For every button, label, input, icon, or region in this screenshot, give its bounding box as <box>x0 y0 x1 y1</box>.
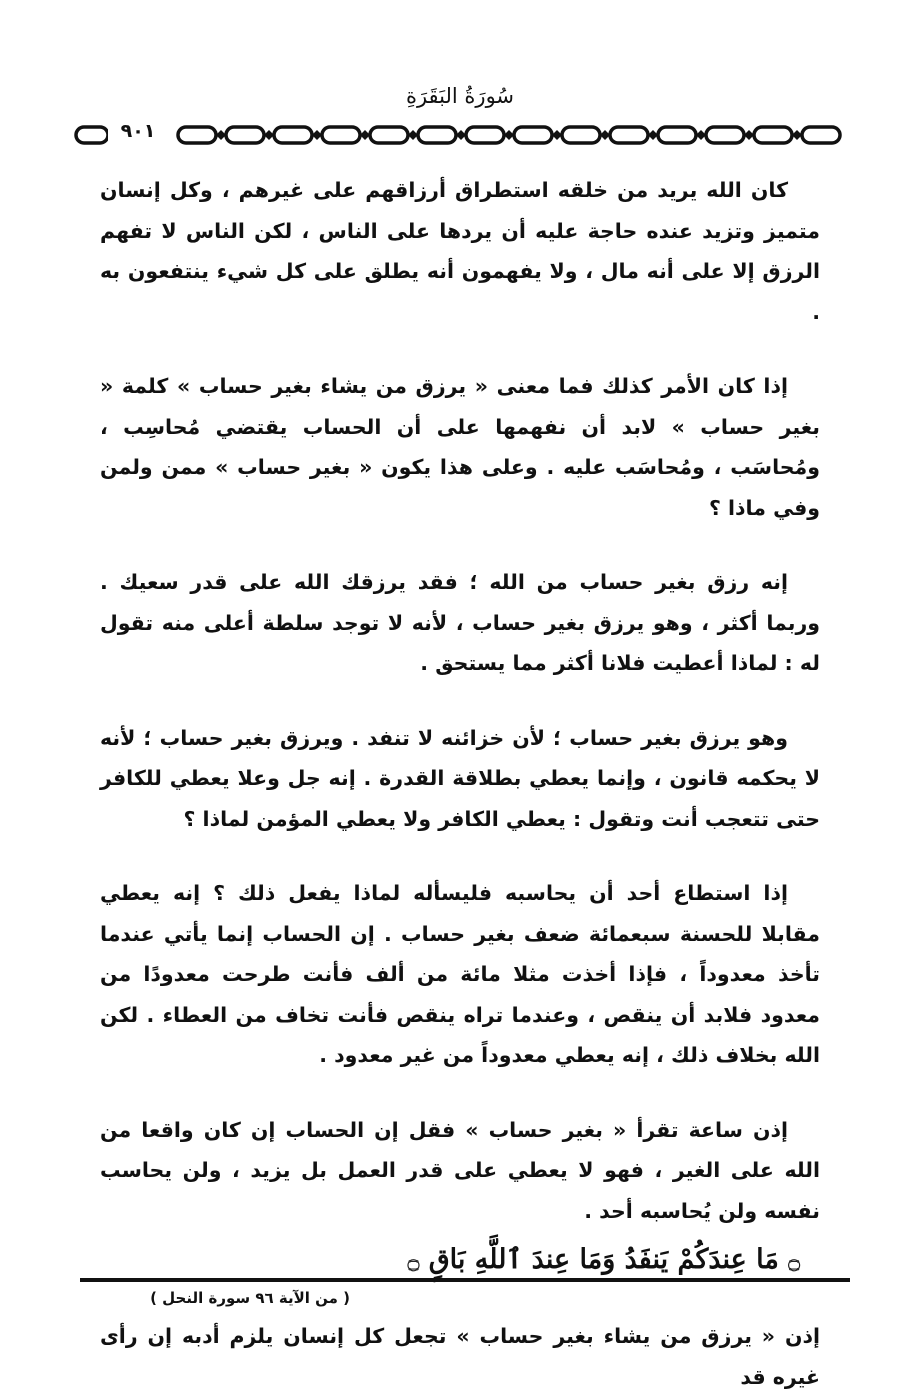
chain-ornament-icon <box>74 120 850 150</box>
quran-verse: مَا عِندَكُمْ يَنفَدُ وَمَا عِندَ ٱللَّهِ بَاقٍ <box>428 1244 779 1275</box>
paragraph-last: إذن « يرزق من يشاء بغير حساب » تجعل كل إنسان يلزم أدبه إن رأى غيره قد <box>100 1324 820 1389</box>
surah-title: سُورَةُ البَقَرَةِ <box>405 84 515 108</box>
bottom-rule <box>80 1278 850 1282</box>
paragraph-2: إذا كان الأمر كذلك فما معنى « يرزق من يشاء بغير حساب » كلمة « بغير حساب » لابد أن نفهمها على أن الحساب يقتضي مُحاسِب ، ومُحاسَب ، ومُحاسَب عليه . وعلى هذا يكون « بغير حساب » ممن ولمن وفي ماذا ؟ <box>100 374 820 520</box>
paragraph-4: وهو يرزق بغير حساب ؛ لأن خزائنه لا تنفد . ويرزق بغير حساب ؛ لأنه لا يحكمه قانون ، وإنما يعطي بطلاقة القدرة . إنه جل وعلا يعطي للكافر حتى تتعجب أنت وتقول : يعطي الكافر ولا يعطي المؤمن لماذا ؟ <box>100 725 820 831</box>
page-number: ٩٠١ <box>108 116 168 146</box>
paragraph-6: إذن ساعة تقرأ « بغير حساب » فقل إن الحساب إن كان واقعا من الله على الغير ، فهو لا يعطي على قدر العمل بل يزيد ، ولن يحاسب نفسه ولن يُحاسبه أحد . <box>100 1117 820 1223</box>
page-body <box>100 170 820 1397</box>
verse-citation: ( من الآية ٩٦ سورة النحل ) <box>150 1289 350 1307</box>
paragraph-3: إنه رزق بغير حساب من الله ؛ فقد يرزقك الله على قدر سعيك . وربما أكثر ، وهو يرزق بغير حساب ، لأنه لا توجد سلطة أعلى منه تقول له : لماذا أعطيت فلانا أكثر مما يستحق . <box>100 570 820 675</box>
ornament-border <box>74 120 850 150</box>
paragraph-5: إذا استطاع أحد أن يحاسبه فليسأله لماذا يفعل ذلك ؟ إنه يعطي مقابلا للحسنة سبعمائة ضعف بغير حساب . إن الحساب إنما يأتي عندما تأخذ معدوداً ، فإذا أخذت مثلا مائة من ألف فأنت طرحت معدودًا من معدود فلابد أن ينقص ، وعندما تراه ينقص فأنت تخاف من العطاء . لكن الله بخلاف ذلك ، إنه يعطي معدوداً من غير معدود . <box>100 881 820 1067</box>
paragraph-1: كان الله يريد من خلقه استطراق أرزاقهم على غيرهم ، وكل إنسان متميز وتزيد عنده حاجة عليه أن يردها على الناس ، لكن الناس لا تفهم الرزق إلا على أنه مال ، ولا يفهمون أنه يطلق على كل شيء ينتفعون به . <box>100 178 820 324</box>
ornate-bracket-open-icon: ۝ <box>788 1249 800 1273</box>
ornate-bracket-close-icon: ۝ <box>407 1249 420 1273</box>
